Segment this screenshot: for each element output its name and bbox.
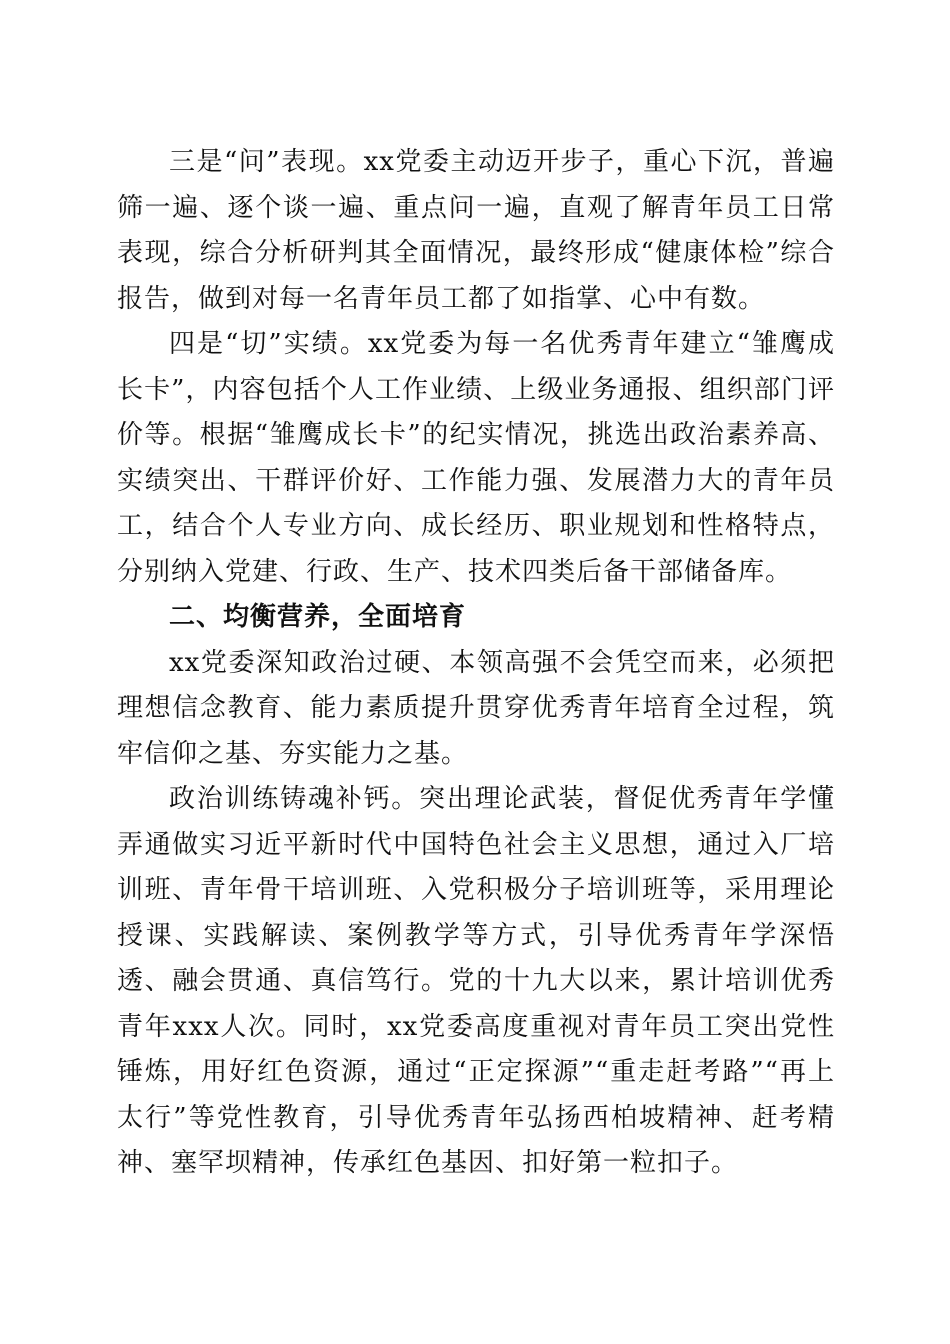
paragraph-qie-achievements: 四是“切”实绩。xx党委为每一名优秀青年建立“雏鹰成长卡”，内容包括个人工作业绩、上级业务通报、组织部门评价等。根据“雏鹰成长卡”的纪实情况，挑选出政治素养高、实绩突出、干群评价好、工作能力强、发展潜力大的青年员工，结合个人专业方向、成长经历、职业规划和性格特点，分别纳入党建、行政、生产、技术四类后备干部储备库。 (117, 329, 835, 587)
paragraph-political-training: 政治训练铸魂补钙。突出理论武装，督促优秀青年学懂弄通做实习近平新时代中国特色社会主义思想，通过入厂培训班、青年骨干培训班、入党积极分子培训班等，采用理论授课、实践解读、案例教学等方式，引导优秀青年学深悟透、融会贯通、真信笃行。党的十九大以来，累计培训优秀青年xxx人次。同时，xx党委高度重视对青年员工突出党性锤炼，用好红色资源，通过“正定探源”“重走赶考路”“再上太行”等党性教育，引导优秀青年弘扬西柏坡精神、赶考精神、塞罕坝精神，传承红色基因、扣好第一粒扣子。 (117, 784, 835, 1178)
paragraph-wen-performance: 三是“问”表现。xx党委主动迈开步子，重心下沉，普遍筛一遍、逐个谈一遍、重点问一遍，直观了解青年员工日常表现，综合分析研判其全面情况，最终形成“健康体检”综合报告，做到对每一名青年员工都了如指掌、心中有数。 (117, 147, 835, 314)
document-body (117, 140, 835, 1187)
section-heading-balanced-nutrition: 二、均衡营养，全面培育 (169, 602, 467, 632)
paragraph-section-intro: xx党委深知政治过硬、本领高强不会凭空而来，必须把理想信念教育、能力素质提升贯穿优秀青年培育全过程，筑牢信仰之基、夯实能力之基。 (117, 647, 835, 769)
